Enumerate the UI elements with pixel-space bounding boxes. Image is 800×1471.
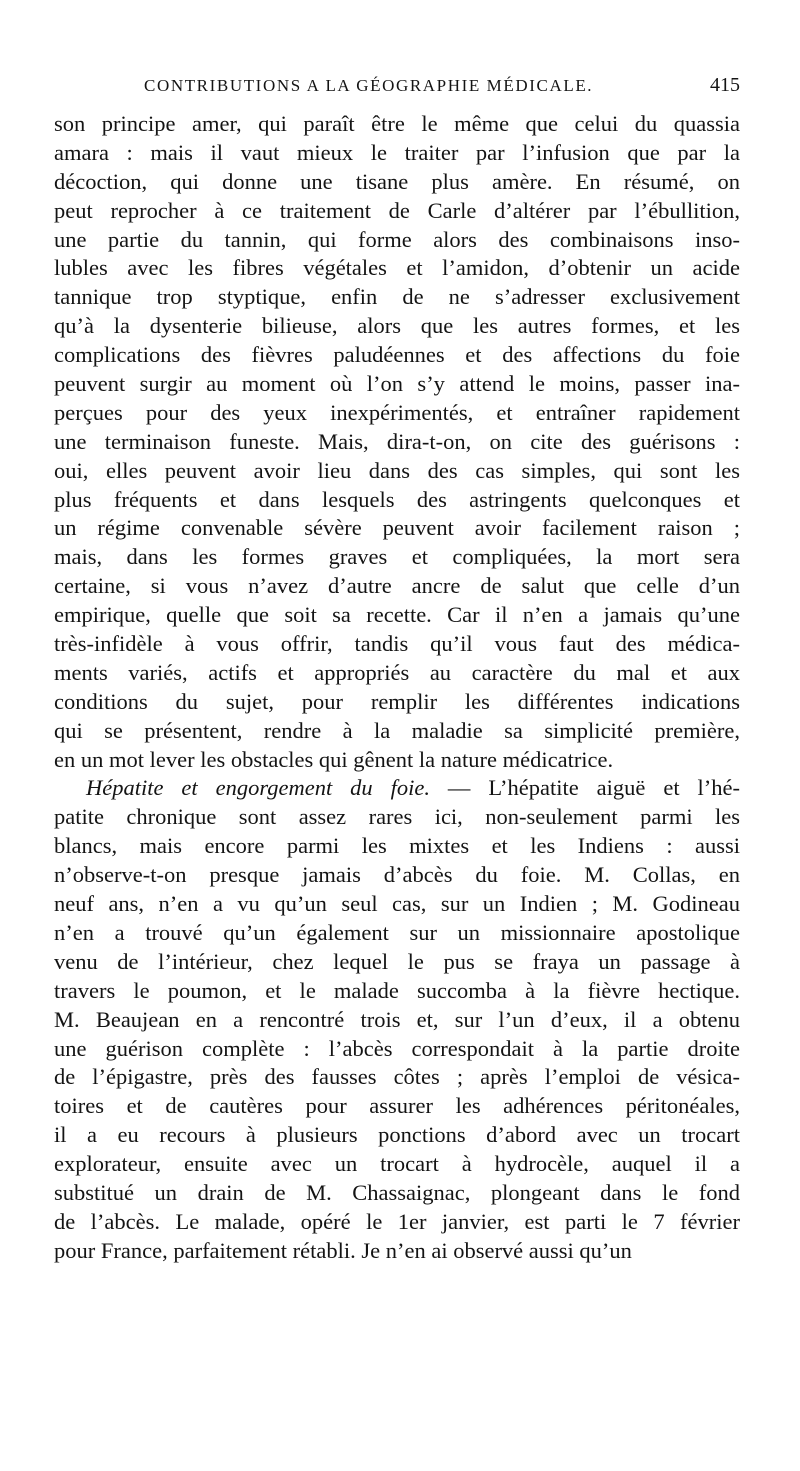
text-line: qu’à la dysenterie bilieuse, alors que les autres formes, et les	[54, 313, 740, 339]
text-line: blancs, mais encore parmi les mixtes et les Indiens : aussi	[54, 833, 740, 859]
text-line: en un mot lever les obstacles qui gênent la nature médicatrice.	[54, 746, 614, 772]
text-line: n’en a trouvé qu’un également sur un missionnaire apostolique	[54, 919, 740, 945]
text-line: qui se présentent, rendre à la maladie sa simplicité première,	[54, 717, 740, 743]
text-line: peuvent surgir au moment où l’on s’y attend le moins, passer ina-	[54, 371, 740, 397]
text-line: complications des fièvres paludéennes et des affections du foie	[54, 342, 740, 368]
text-line: n’observe-t-on presque jamais d’abcès du foie. M. Collas, en	[54, 862, 740, 888]
text-line: travers le poumon, et le malade succomba à la fièvre hectique.	[54, 977, 740, 1003]
text-line: tannique trop styptique, enfin de ne s’adresser exclusivement	[54, 284, 740, 310]
page-header	[64, 76, 740, 106]
text-line: peut reprocher à ce traitement de Carle d’altérer par l’ébullition,	[54, 197, 740, 223]
text-line: mais, dans les formes graves et compliquées, la mort sera	[54, 544, 740, 570]
text-line: son principe amer, qui paraît être le même que celui du quassia	[54, 111, 740, 136]
page-number: 415	[710, 74, 740, 96]
text-line: de l’épigastre, près des fausses côtes ; après l’emploi de vésica-	[54, 1064, 740, 1090]
subsection-title: Hépatite et engorgement du foie.	[86, 775, 430, 801]
text-line: amara : mais il vaut mieux le traiter par l’infusion que par la	[54, 139, 740, 165]
running-title: CONTRIBUTIONS A LA GÉOGRAPHIE MÉDICALE.	[144, 76, 594, 95]
text-line: patite chronique sont assez rares ici, non-seulement parmi les	[54, 804, 740, 830]
text-line: M. Beaujean en a rencontré trois et, sur l’un d’eux, il a obtenu	[54, 1006, 740, 1032]
text-line: conditions du sujet, pour remplir les différentes indications	[54, 688, 740, 714]
text-line: une guérison complète : l’abcès correspondait à la partie droite	[54, 1035, 740, 1061]
text-line: très-infidèle à vous offrir, tandis qu’il vous faut des médica-	[54, 631, 740, 657]
text-line: venu de l’intérieur, chez lequel le pus se fraya un passage à	[54, 948, 740, 974]
text-line: un régime convenable sévère peuvent avoir facilement raison ;	[54, 515, 740, 541]
body-text	[54, 110, 740, 1266]
text-line: toires et de cautères pour assurer les adhérences péritonéales,	[54, 1093, 740, 1119]
text-line: ments variés, actifs et appropriés au caractère du mal et aux	[54, 659, 740, 685]
text-line: certaine, si vous n’avez d’autre ancre de salut que celle d’un	[54, 573, 740, 599]
text-line: substitué un drain de M. Chassaignac, plongeant dans le fond	[54, 1179, 740, 1205]
text-line: il a eu recours à plusieurs ponctions d’abord avec un trocart	[54, 1122, 740, 1148]
text-line: perçues pour des yeux inexpérimentés, et entraîner rapidement	[54, 399, 740, 425]
text-line: une terminaison funeste. Mais, dira-t-on, on cite des guérisons :	[54, 428, 740, 454]
text-line: oui, elles peuvent avoir lieu dans des cas simples, qui sont les	[54, 457, 740, 483]
text-line: plus fréquents et dans lesquels des astringents quelconques et	[54, 486, 740, 512]
text-line: neuf ans, n’en a vu qu’un seul cas, sur un Indien ; M. Godineau	[54, 891, 740, 917]
subsection-first-line	[54, 774, 740, 803]
text-line: lubles avec les fibres végétales et l’amidon, d’obtenir un acide	[54, 255, 740, 281]
text-line: pour France, parfaitement rétabli. Je n’en ai observé aussi qu’un	[54, 1237, 632, 1263]
subsection-first-line-text: — L’hépatite aiguë et l’hé-	[429, 775, 740, 801]
text-line: décoction, qui donne une tisane plus amère. En résumé, on	[54, 168, 740, 194]
text-line: explorateur, ensuite avec un trocart à hydrocèle, auquel il a	[54, 1151, 740, 1177]
text-line: de l’abcès. Le malade, opéré le 1er janvier, est parti le 7 février	[54, 1208, 740, 1234]
text-line: empirique, quelle que soit sa recette. Car il n’en a jamais qu’une	[54, 602, 740, 628]
text-line: une partie du tannin, qui forme alors des combinaisons inso-	[54, 226, 740, 252]
